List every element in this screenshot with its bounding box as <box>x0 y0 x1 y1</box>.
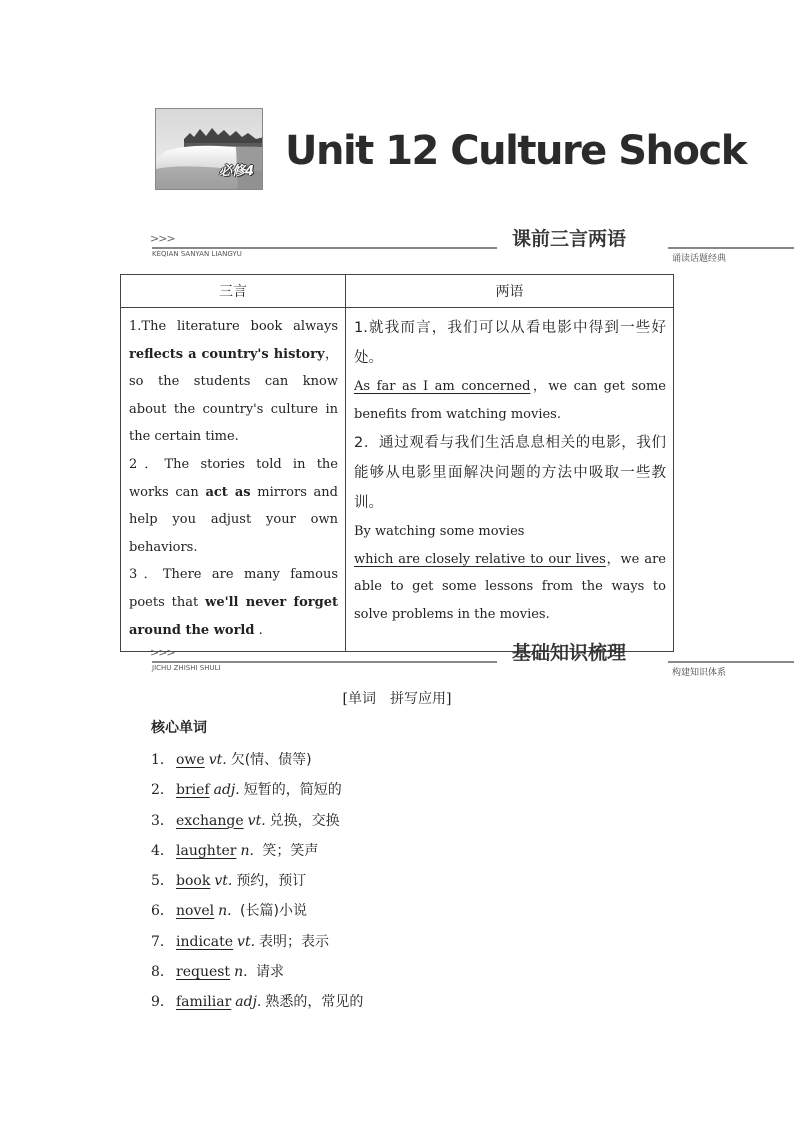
arrows-icon: >>> <box>150 646 175 659</box>
sentence-2: 2．The stories told in the works can act as mirrors and help you adjust your own behaviors. <box>129 456 338 555</box>
list-item: 7． indicatevt. 表明；表示 <box>151 927 363 957</box>
sentence-2-chinese: 2．通过观看与我们生活息息相关的电影，我们能够从电影里面解决问题的方法中吸取一些教训。 <box>354 435 666 512</box>
arrows-icon: >>> <box>150 232 175 245</box>
table-cell-left <box>121 308 346 652</box>
section-subtitle: 诵读话题经典 <box>671 254 726 264</box>
list-item: 8． requestn. 请求 <box>151 957 363 987</box>
divider <box>668 247 794 249</box>
section-heading: 课前三言两语 <box>512 228 627 250</box>
section-bar-basics <box>150 642 726 678</box>
core-words-title: 核心单词 <box>151 720 207 736</box>
list-item: 3． exchangevt. 兑换，交换 <box>151 806 363 836</box>
word: novel <box>176 903 215 920</box>
list-item: 1． owe vt. 欠(情、债等) <box>151 745 363 775</box>
answer-blank: As far as I am concerned <box>354 379 531 394</box>
word: owe <box>176 752 205 768</box>
sentence-3: 3．There are many famous poets that we'll never forget around the world . <box>129 567 339 638</box>
list-item: 4． laughtern. 笑；笑声 <box>151 836 363 866</box>
key-phrase: we'll never forget around the world <box>129 594 339 638</box>
list-item: 6． noveln. (长篇)小说 <box>151 896 363 926</box>
word: book <box>176 873 211 890</box>
section-subtitle: 构建知识体系 <box>671 668 726 678</box>
word: indicate <box>176 933 234 950</box>
word-list <box>151 745 363 1018</box>
list-item: 2． brief adj. 短暂的，简短的 <box>151 775 363 805</box>
sentence-2-english: By watching some movies which are closely relative to our lives，we are able to get some lessons from the ways to solve problems in the movies. <box>354 524 666 622</box>
key-phrase: reflects a country's history <box>129 346 325 362</box>
phrases-table <box>120 274 674 652</box>
table-cell-right <box>346 308 674 652</box>
answer-blank: which are closely relative to our lives <box>354 551 606 567</box>
list-item: 5． book vt. 预约，预订 <box>151 866 363 896</box>
table-header-right: 两语 <box>346 275 674 308</box>
word: exchange <box>176 812 244 829</box>
section-pinyin: KEQIAN SANYAN LIANGYU <box>152 250 242 258</box>
key-phrase: act as <box>205 484 251 500</box>
logo-label: 必修4 <box>218 164 254 179</box>
vocab-subheading: [单词 拼写应用] <box>342 691 452 707</box>
sentence-1-english: As far as I am concerned，we can get some benefits from watching movies. <box>354 379 666 422</box>
word: request <box>176 964 231 981</box>
sentence-1: 1.The literature book always reflects a country's history，so the students can know about the country's culture in the certain time. <box>129 319 338 445</box>
section-heading: 基础知识梳理 <box>512 642 627 664</box>
table-header-left: 三言 <box>121 275 346 308</box>
sentence-1-chinese: 1.就我而言，我们可以从看电影中得到一些好处。 <box>354 320 666 366</box>
divider <box>152 247 497 249</box>
list-item: 9． familiaradj. 熟悉的，常见的 <box>151 987 363 1017</box>
word: brief <box>176 782 210 799</box>
section-bar-preview <box>150 228 726 264</box>
divider <box>668 661 794 663</box>
unit-title: Unit 12 Culture Shock <box>285 128 746 174</box>
word: laughter <box>176 842 237 859</box>
unit-logo-image <box>155 108 263 190</box>
divider <box>152 661 497 663</box>
section-pinyin: JICHU ZHISHI SHULI <box>152 664 221 672</box>
word: familiar <box>176 994 232 1011</box>
